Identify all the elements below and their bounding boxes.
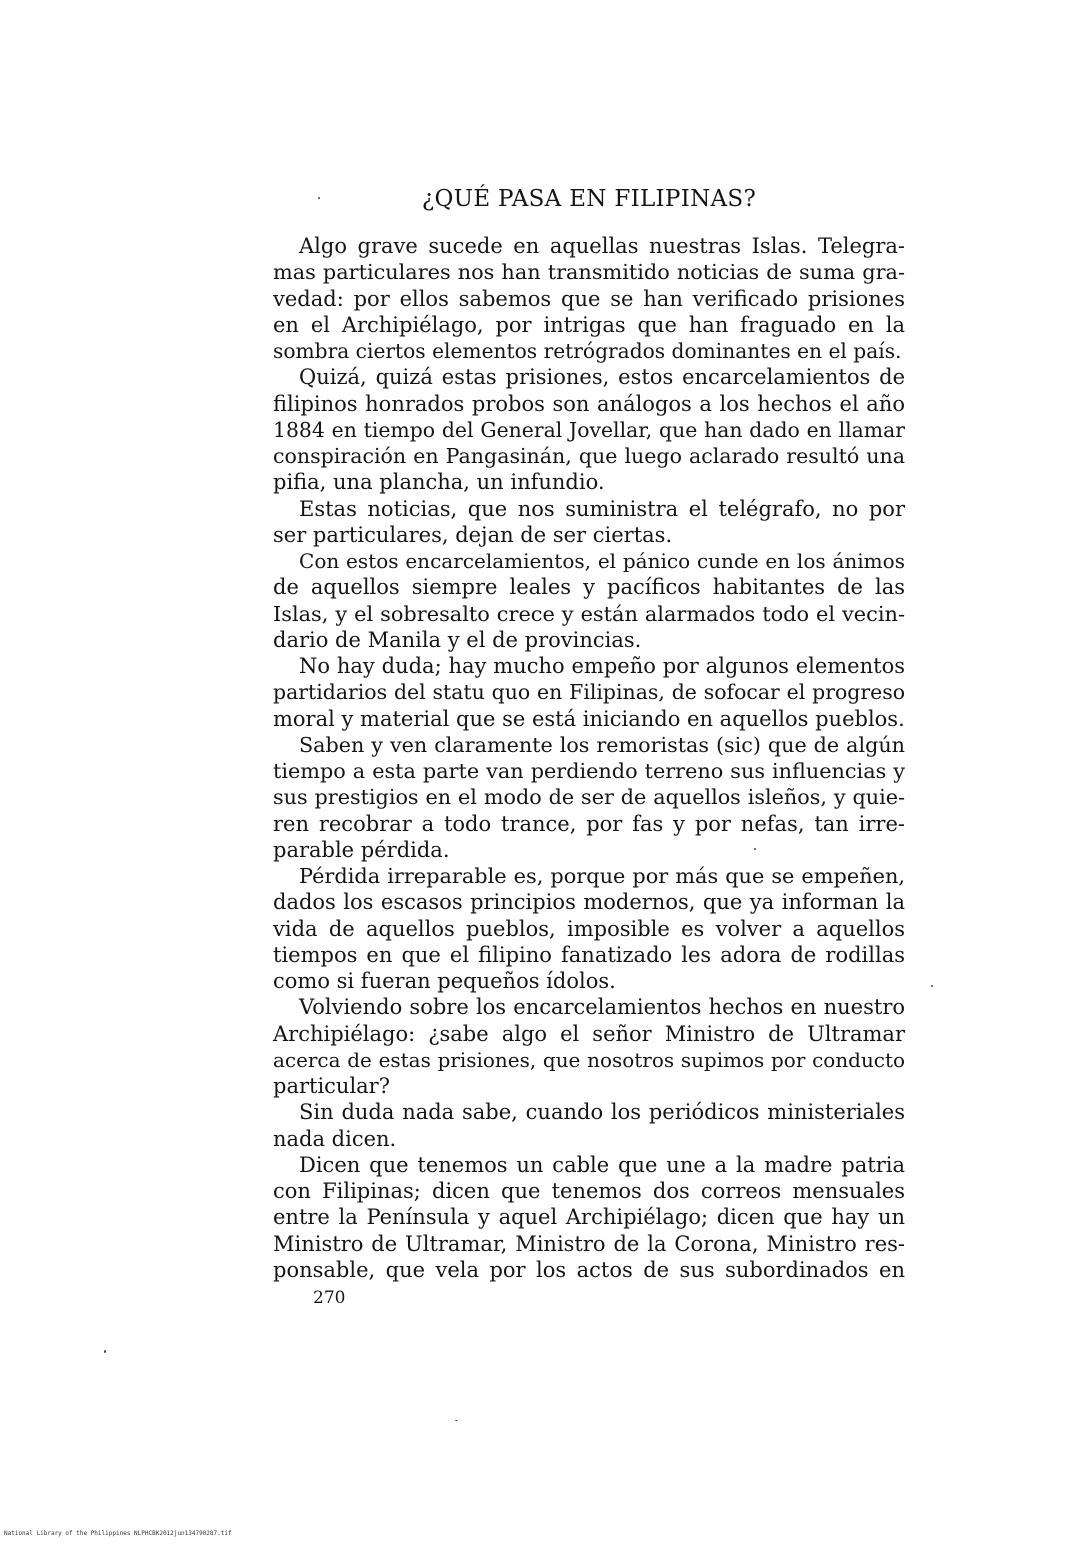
text-line: pifia, una plancha, un infundio. <box>273 470 605 495</box>
text-line: ser particulares, dejan de ser ciertas. <box>273 522 673 547</box>
text-line: vedad: por ellos sabemos que se han verificado prisiones <box>273 286 905 311</box>
text-line: con Filipinas; dicen que tenemos dos correos mensuales <box>273 1179 905 1203</box>
paragraph <box>273 653 905 732</box>
text-line: vida de aquellos pueblos, imposible es volver a aquellos <box>273 916 905 941</box>
text-line: en el Archipiélago, por intrigas que han fraguado en la <box>273 312 905 337</box>
text-line: ponsable, que vela por los actos de sus subordinados en <box>273 1257 905 1282</box>
text-line: nada dicen. <box>273 1126 397 1151</box>
text-line: como si fueran pequeños ídolos. <box>273 969 616 993</box>
text-line: partidarios del statu quo en Filipinas, de sofocar el progreso <box>273 680 905 705</box>
text-line: tiempo a esta parte van perdiendo terreno sus influencias y <box>273 759 905 783</box>
text-line: Quizá, quizá estas prisiones, estos encarcelamientos de <box>299 365 905 390</box>
article-body <box>273 233 905 1283</box>
text-line: Archipiélago: ¿sabe algo el señor Ministro de Ultramar <box>273 1021 905 1046</box>
text-line: Islas, y el sobresalto crece y están alarmados todo el vecin- <box>273 601 905 626</box>
text-line: Estas noticias, que nos suministra el telégrafo, no por <box>299 496 905 521</box>
text-line: tiempos en que el filipino fanatizado les adora de rodillas <box>273 942 905 967</box>
article-title: ¿QUÉ PASA EN FILIPINAS? <box>421 186 757 212</box>
text-line: particular? <box>273 1074 390 1098</box>
text-line: moral y material que se está iniciando en aquellos pueblos. <box>273 706 905 731</box>
text-line: Algo grave sucede en aquellas nuestras Islas. Telegra- <box>299 234 905 258</box>
text-line: Con estos encarcelamientos, el pánico cunde en los ánimos <box>299 549 905 573</box>
text-line: Sin duda nada sabe, cuando los periódicos ministeriales <box>299 1100 905 1125</box>
text-line: sombra ciertos elementos retrógrados dominantes en el país. <box>273 339 902 363</box>
text-line: Dicen que tenemos un cable que une a la madre patria <box>299 1152 905 1177</box>
text-line: Ministro de Ultramar, Ministro de la Corona, Ministro res- <box>273 1231 905 1256</box>
text-line: ren recobrar a todo trance, por fas y por nefas, tan irre- <box>273 811 905 836</box>
paragraph <box>273 732 905 863</box>
text-line: conspiración en Pangasinán, que luego aclarado resultó una <box>273 444 905 468</box>
text-line: Pérdida irreparable es, porque por más que se empeñen, <box>299 864 905 888</box>
paragraph <box>273 863 905 994</box>
text-line: dados los escasos principios modernos, que ya informan la <box>273 890 905 915</box>
paragraph <box>273 233 905 364</box>
text-line: 1884 en tiempo del General Jovellar, que han dado en llamar <box>273 417 905 442</box>
paragraph <box>273 1099 905 1152</box>
paragraph <box>273 364 905 495</box>
text-line: dario de Manila y el de provincias. <box>273 627 642 652</box>
scan-footer: National Library of the Philippines NLPHCBK2012jun134790287.tif <box>4 1530 232 1537</box>
paragraph <box>273 548 905 653</box>
paragraph <box>273 496 905 549</box>
text-line: acerca de estas prisiones, que nosotros supimos por conducto <box>273 1047 905 1072</box>
text-line: Saben y ven claramente los remoristas (sic) que de algún <box>299 732 905 757</box>
scan-speck <box>455 1420 458 1421</box>
scan-speck <box>931 985 933 987</box>
text-line: filipinos honrados probos son análogos a los hechos el año <box>273 391 905 416</box>
text-line: sus prestigios en el modo de ser de aquellos isleños, y quie- <box>273 785 905 810</box>
text-line: parable pérdida. <box>273 837 450 862</box>
text-line: Volviendo sobre los encarcelamientos hechos en nuestro <box>299 995 905 1020</box>
page-number: 270 <box>313 1288 346 1308</box>
text-line: No hay duda; hay mucho empeño por algunos elementos <box>299 654 905 678</box>
paragraph <box>273 1152 905 1283</box>
text-line: de aquellos siempre leales y pacíficos habitantes de las <box>273 575 905 600</box>
text-line: mas particulares nos han transmitido noticias de suma gra- <box>273 260 905 285</box>
scan-speck <box>104 1350 106 1353</box>
text-line: entre la Península y aquel Archipiélago; dicen que hay un <box>273 1205 905 1230</box>
scan-speck <box>754 848 756 850</box>
scan-speck <box>318 197 320 199</box>
paragraph <box>273 994 905 1099</box>
